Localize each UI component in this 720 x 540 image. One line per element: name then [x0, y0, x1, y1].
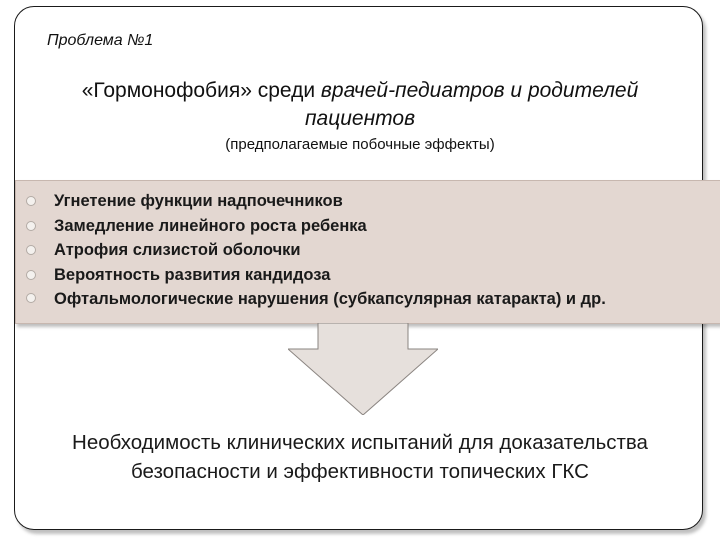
bullet-dot-icon: [26, 270, 36, 280]
side-effects-box: [15, 180, 720, 324]
list-item: [16, 263, 716, 288]
slide-title: [30, 77, 690, 133]
slide-subtitle: (предполагаемые побочные эффекты): [225, 136, 495, 153]
bullet-dot-icon: [26, 221, 36, 231]
list-item: [16, 238, 716, 263]
list-item-text: Офтальмологические нарушения (субкапсулярная катаракта) и др.: [54, 290, 606, 308]
list-item: [16, 214, 716, 239]
list-item-text: Угнетение функции надпочечников: [54, 192, 343, 210]
problem-label: Проблема №1: [47, 32, 154, 49]
bullet-dot-icon: [26, 196, 36, 206]
conclusion-text: Необходимость клинических испытаний для доказательства безопасности и эффективности топических ГКС: [72, 431, 648, 483]
down-arrow-icon: [288, 323, 438, 415]
list-item: [16, 287, 716, 308]
bullet-dot-icon: [26, 293, 36, 303]
title-part-regular: «Гормонофобия» среди: [81, 79, 321, 102]
title-part-italic: врачей-педиатров и родителей пациентов: [304, 79, 639, 130]
list-item-text: Замедление линейного роста ребенка: [54, 216, 367, 235]
bullet-dot-icon: [26, 245, 36, 255]
side-effects-list: [16, 189, 716, 308]
list-item: [16, 189, 716, 214]
list-item-text: Атрофия слизистой оболочки: [54, 241, 301, 259]
list-item-text: Вероятность развития кандидоза: [54, 265, 331, 284]
